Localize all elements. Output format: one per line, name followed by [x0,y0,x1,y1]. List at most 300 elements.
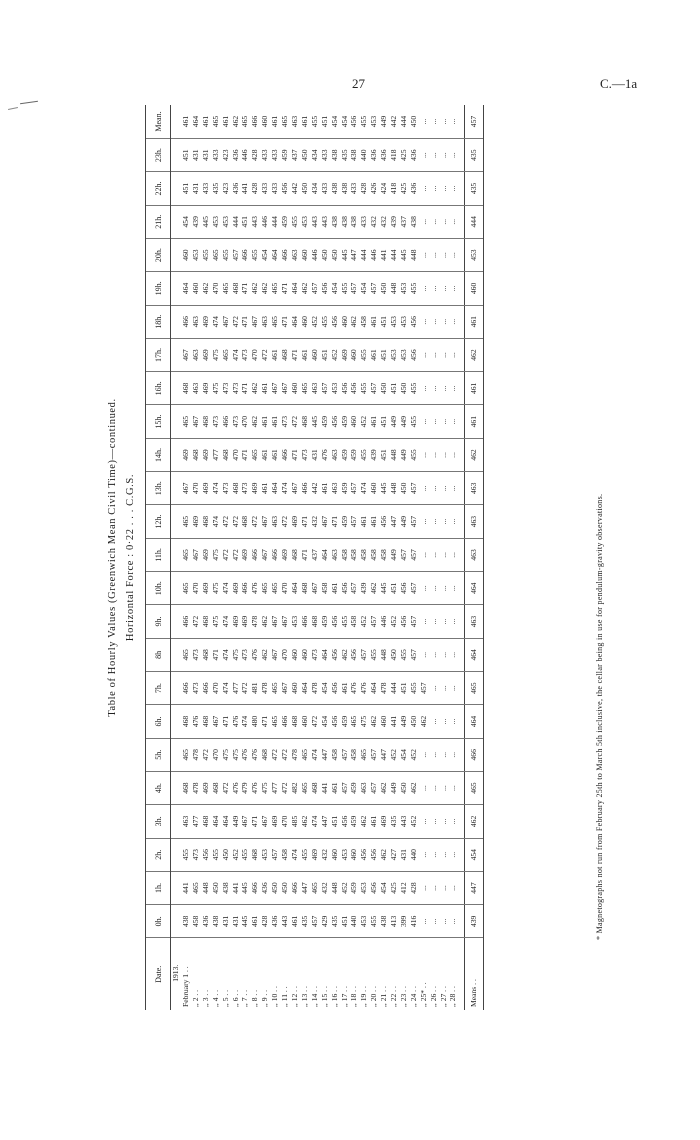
table-cell: 467 [250,305,260,338]
table-cell: 431 [201,139,211,172]
table-cell: 462 [260,605,270,638]
table-cell: 468 [260,738,270,771]
table-cell: 456 [330,405,340,438]
table-cell: ... [448,705,458,738]
table-cell: 465 [181,572,191,605]
table-cell: 458 [340,538,350,571]
column-header: 11h. [146,538,171,571]
table-cell: 472 [191,605,201,638]
table-cell: ... [419,405,429,438]
table-cell: 463 [330,538,340,571]
table-cell: 469 [231,605,241,638]
table-cell: 456 [330,605,340,638]
table-cell: 451 [379,405,389,438]
table-cell: 439 [191,205,201,238]
column-header: 8h [146,638,171,671]
table-cell: ... [429,205,439,238]
column-header: 6h. [146,705,171,738]
table-cell: 452 [330,338,340,371]
table-cell: ... [439,738,449,771]
table-cell: 473 [191,838,201,871]
table-cell: 465 [181,405,191,438]
table-cell: 474 [221,672,231,705]
table-cell: 449 [399,405,409,438]
table-cell: 438 [181,905,191,938]
table-cell: 462 [201,272,211,305]
table-cell: 472 [221,771,231,804]
date-cell: February 1 . . [181,966,190,1007]
date-cell: ,, 8 . . [250,989,260,1007]
table-cell: 469 [191,505,201,538]
table-cell: 461 [270,438,280,471]
table-cell: 455 [409,405,419,438]
table-cell [171,238,182,271]
table-cell: ... [448,605,458,638]
table-row [439,105,449,1010]
table-cell: 472 [221,538,231,571]
table-cell: 459 [349,771,359,804]
table-cell: 444 [270,205,280,238]
table-cell: 466 [250,538,260,571]
table-cell: 477 [231,672,241,705]
table-cell: 456 [379,505,389,538]
table-cell: ... [429,139,439,172]
table-cell: 448 [389,272,399,305]
table-row [300,105,310,1010]
table-cell: 470 [250,338,260,371]
table-cell: 461 [359,505,369,538]
table-cell: 466 [240,238,250,271]
table-cell: 474 [359,472,369,505]
table-cell: 435 [300,905,310,938]
table-cell: 449 [379,105,389,139]
column-header: 15h. [146,405,171,438]
table-cell: 450 [270,871,280,904]
table-cell: 427 [389,838,399,871]
table-cell: 460 [290,672,300,705]
table-cell: 452 [340,871,350,904]
mean-cell: 463 [465,472,484,505]
table-cell: 469 [270,805,280,838]
table-cell: 470 [211,272,221,305]
table-cell: 459 [340,438,350,471]
date-cell: ,, 22 . . [389,986,399,1007]
table-cell: 460 [300,305,310,338]
column-header: 2h. [146,838,171,871]
table-cell: ... [429,838,439,871]
table-cell [171,572,182,605]
table-cell: 432 [320,838,330,871]
date-cell: ,, 6 . . [230,989,240,1007]
table-cell: 437 [399,205,409,238]
table-cell: ... [429,905,439,938]
table-cell: 441 [320,771,330,804]
table-cell: 445 [201,205,211,238]
column-header: 13h. [146,472,171,505]
table-cell: 450 [300,172,310,205]
table-row [419,105,429,1010]
table-cell: 432 [379,205,389,238]
table-cell: 453 [399,338,409,371]
table-row [191,105,201,1010]
table-cell: ... [439,139,449,172]
table-cell [171,738,182,771]
table-cell: 469 [340,338,350,371]
table-cell: 466 [181,305,191,338]
table-cell: 455 [359,372,369,405]
table-cell: 465 [181,638,191,671]
table-cell: 472 [290,405,300,438]
table-cell: 446 [310,238,320,271]
table-cell: 461 [369,505,379,538]
table-cell: 462 [409,771,419,804]
table-cell: 445 [240,871,250,904]
mean-cell: 461 [465,405,484,438]
hourly-values-table [145,105,484,1010]
table-cell: 470 [240,405,250,438]
table-cell: 471 [211,638,221,671]
table-cell: ... [419,338,429,371]
date-cell: ,, 3 . . [200,989,210,1007]
table-cell: 443 [310,205,320,238]
table-cell: 468 [181,771,191,804]
column-header: 14h. [146,438,171,471]
table-cell: 460 [290,372,300,405]
table-cell: ... [448,905,458,938]
table-cell: ... [448,372,458,405]
table-cell: 463 [359,771,369,804]
table-cell: 449 [399,505,409,538]
table-cell: ... [448,272,458,305]
table-cell [171,472,182,505]
table-cell: 463 [310,372,320,405]
table-cell: 465 [310,871,320,904]
table-cell: ... [448,205,458,238]
table-row [240,105,250,1010]
table-cell: 468 [201,638,211,671]
table-cell: 456 [369,871,379,904]
table-cell: 460 [300,638,310,671]
table-cell: 457 [310,272,320,305]
table-cell: 451 [340,905,350,938]
table-cell: 466 [240,572,250,605]
table-cell: 451 [379,305,389,338]
table-cell: 453 [290,605,300,638]
table-cell: 474 [221,605,231,638]
table-cell: 457 [349,572,359,605]
table-cell: 469 [240,538,250,571]
table-cell: 475 [211,538,221,571]
table-cell: ... [439,372,449,405]
table-cell: 450 [409,705,419,738]
table-row [349,105,359,1010]
table-cell [171,272,182,305]
column-header: 23h. [146,139,171,172]
table-cell: ... [439,638,449,671]
table-cell: 464 [300,672,310,705]
table-cell: ... [429,405,439,438]
table-cell: 472 [221,505,231,538]
mean-cell: 463 [465,605,484,638]
table-cell: ... [419,238,429,271]
table-cell: 437 [290,139,300,172]
table-cell: 467 [191,405,201,438]
table-row [250,105,260,1010]
table-cell: ... [448,505,458,538]
table-cell: 433 [320,139,330,172]
table-cell: 451 [379,338,389,371]
table-cell: 473 [221,472,231,505]
table-cell: 478 [191,738,201,771]
table-cell: 446 [369,238,379,271]
table-cell: 475 [231,738,241,771]
table-cell: 466 [270,538,280,571]
table-cell: ... [439,605,449,638]
table-cell: 465 [280,105,290,139]
table-cell: 467 [211,705,221,738]
table-cell: 461 [270,338,280,371]
table-cell: 441 [379,238,389,271]
table-cell: 434 [310,172,320,205]
table-cell [171,638,182,671]
table-cell: 467 [260,538,270,571]
table-cell [171,771,182,804]
table-cell: 453 [389,305,399,338]
table-cell: ... [448,172,458,205]
table-cell: 471 [240,305,250,338]
table-cell: 438 [330,205,340,238]
table-cell: 469 [201,771,211,804]
table-cell: 447 [379,738,389,771]
table-cell: ... [448,338,458,371]
date-cell: ,, 19 . . [359,986,369,1007]
table-cell: 468 [231,472,241,505]
table-cell: ... [429,472,439,505]
table-row [181,105,191,1010]
column-header: 21h. [146,205,171,238]
table-cell: 459 [340,472,350,505]
mean-cell: 465 [465,672,484,705]
table-cell: 455 [181,838,191,871]
table-cell: 457 [369,605,379,638]
table-cell: 454 [340,105,350,139]
table-cell: 453 [221,205,231,238]
table-cell: 429 [320,905,330,938]
table-cell: 470 [231,438,241,471]
means-label: Means . . [465,938,484,1010]
table-cell: 453 [399,272,409,305]
mean-cell: 457 [465,105,484,139]
column-header: 16h. [146,372,171,405]
table-cell: ... [419,372,429,405]
table-cell: 455 [409,438,419,471]
table-cell: 471 [300,538,310,571]
rotated-table-block [95,105,615,1010]
table-cell: 461 [260,405,270,438]
table-cell: 459 [280,205,290,238]
table-cell: 460 [379,705,389,738]
table-cell: 476 [250,572,260,605]
table-cell: 457 [409,472,419,505]
table-cell: 469 [201,538,211,571]
table-cell: 450 [330,238,340,271]
table-cell: 473 [240,638,250,671]
table-cell: 467 [310,572,320,605]
table-cell: 463 [330,438,340,471]
table-cell: 460 [349,838,359,871]
table-cell: 464 [369,672,379,705]
table-cell: 453 [300,205,310,238]
table-cell: ... [419,538,429,571]
date-cell: ,, 9 . . [260,989,270,1007]
table-cell: 456 [359,838,369,871]
table-cell: 466 [280,238,290,271]
table-cell: 457 [320,372,330,405]
table-cell: 476 [191,705,201,738]
table-cell: 454 [320,705,330,738]
table-cell: 461 [300,338,310,371]
table-cell: 475 [260,771,270,804]
table-cell: 470 [280,638,290,671]
date-cell: ,, 24 . . [408,986,418,1007]
table-cell: 431 [191,172,201,205]
table-cell: 476 [240,738,250,771]
date-cell: ,, 17 . . [339,986,349,1007]
table-cell: 469 [231,572,241,605]
mean-cell: 463 [465,538,484,571]
table-cell: 443 [399,805,409,838]
table-cell: 451 [181,172,191,205]
table-cell: 436 [270,905,280,938]
table-cell: 472 [250,505,260,538]
table-cell: 455 [340,272,350,305]
table-cell: 467 [240,805,250,838]
mean-cell: 435 [465,139,484,172]
table-cell: ... [419,771,429,804]
table-cell: 465 [181,538,191,571]
table-cell: 473 [280,405,290,438]
table-cell: 456 [399,605,409,638]
table-cell: ... [419,472,429,505]
table-cell: 441 [240,172,250,205]
table-cell: 472 [231,305,241,338]
table-cell: 467 [280,672,290,705]
table-cell: 471 [240,372,250,405]
table-cell: 467 [191,538,201,571]
table-cell: ... [419,172,429,205]
table-cell: ... [419,838,429,871]
table-cell: ... [439,805,449,838]
table-cell: 460 [181,238,191,271]
table-cell: 476 [250,771,260,804]
table-cell: 438 [349,139,359,172]
table-cell: 466 [300,605,310,638]
table-cell [171,905,182,938]
table-cell: 441 [181,871,191,904]
table-cell: 457 [409,638,419,671]
table-cell: 459 [280,139,290,172]
table-cell: 470 [280,805,290,838]
table-cell: ... [448,238,458,271]
table-cell: 464 [270,472,280,505]
table-cell: 461 [260,372,270,405]
table-cell: 466 [250,871,260,904]
column-header: Mean. [146,105,171,139]
table-row [359,105,369,1010]
table-cell: 466 [181,605,191,638]
table-cell: 464 [320,638,330,671]
table-cell: 467 [280,372,290,405]
table-cell: 465 [270,572,280,605]
table-cell: 460 [349,405,359,438]
table-cell: 460 [191,272,201,305]
table-cell: 462 [419,705,429,738]
table-cell: 465 [300,771,310,804]
table-cell: 485 [290,805,300,838]
table-cell: ... [419,305,429,338]
table-cell: 453 [389,338,399,371]
table-cell [171,205,182,238]
table-cell: 461 [369,805,379,838]
table-cell [171,338,182,371]
table-cell: 435 [211,172,221,205]
table-cell: 463 [330,472,340,505]
table-cell: ... [419,638,429,671]
table-cell: 452 [359,605,369,638]
table-cell: 466 [221,405,231,438]
table-cell: 433 [260,139,270,172]
table-cell: 457 [359,638,369,671]
table-cell: 462 [300,272,310,305]
column-header: 1h. [146,871,171,904]
table-cell: 450 [379,372,389,405]
table-cell: 450 [399,771,409,804]
table-cell: 459 [320,605,330,638]
table-cell: 452 [409,805,419,838]
table-cell: 460 [330,838,340,871]
table-cell: ... [439,538,449,571]
table-cell: 459 [340,705,350,738]
table-cell: 449 [389,538,399,571]
table-cell: ... [439,771,449,804]
table-cell: 482 [290,771,300,804]
page-number: 27 [352,76,365,91]
table-cell: 438 [330,172,340,205]
table-cell: 469 [201,472,211,505]
table-cell: 467 [221,305,231,338]
table-cell: 473 [240,472,250,505]
table-cell: ... [439,871,449,904]
table-cell: 467 [181,338,191,371]
table-cell: 457 [369,771,379,804]
table-row [448,105,458,1010]
table-cell: 468 [181,705,191,738]
table-cell: 457 [409,572,419,605]
table-cell: ... [429,505,439,538]
table-cell: 474 [211,505,221,538]
table-cell: 455 [409,372,419,405]
table-cell: 438 [349,205,359,238]
mean-cell: 465 [465,771,484,804]
table-cell: 460 [300,238,310,271]
mean-cell: 435 [465,172,484,205]
mean-cell: 464 [465,705,484,738]
table-cell: 425 [399,139,409,172]
table-cell: 432 [320,871,330,904]
table-cell: 472 [260,338,270,371]
table-cell: ... [448,538,458,571]
table-cell: 432 [310,505,320,538]
